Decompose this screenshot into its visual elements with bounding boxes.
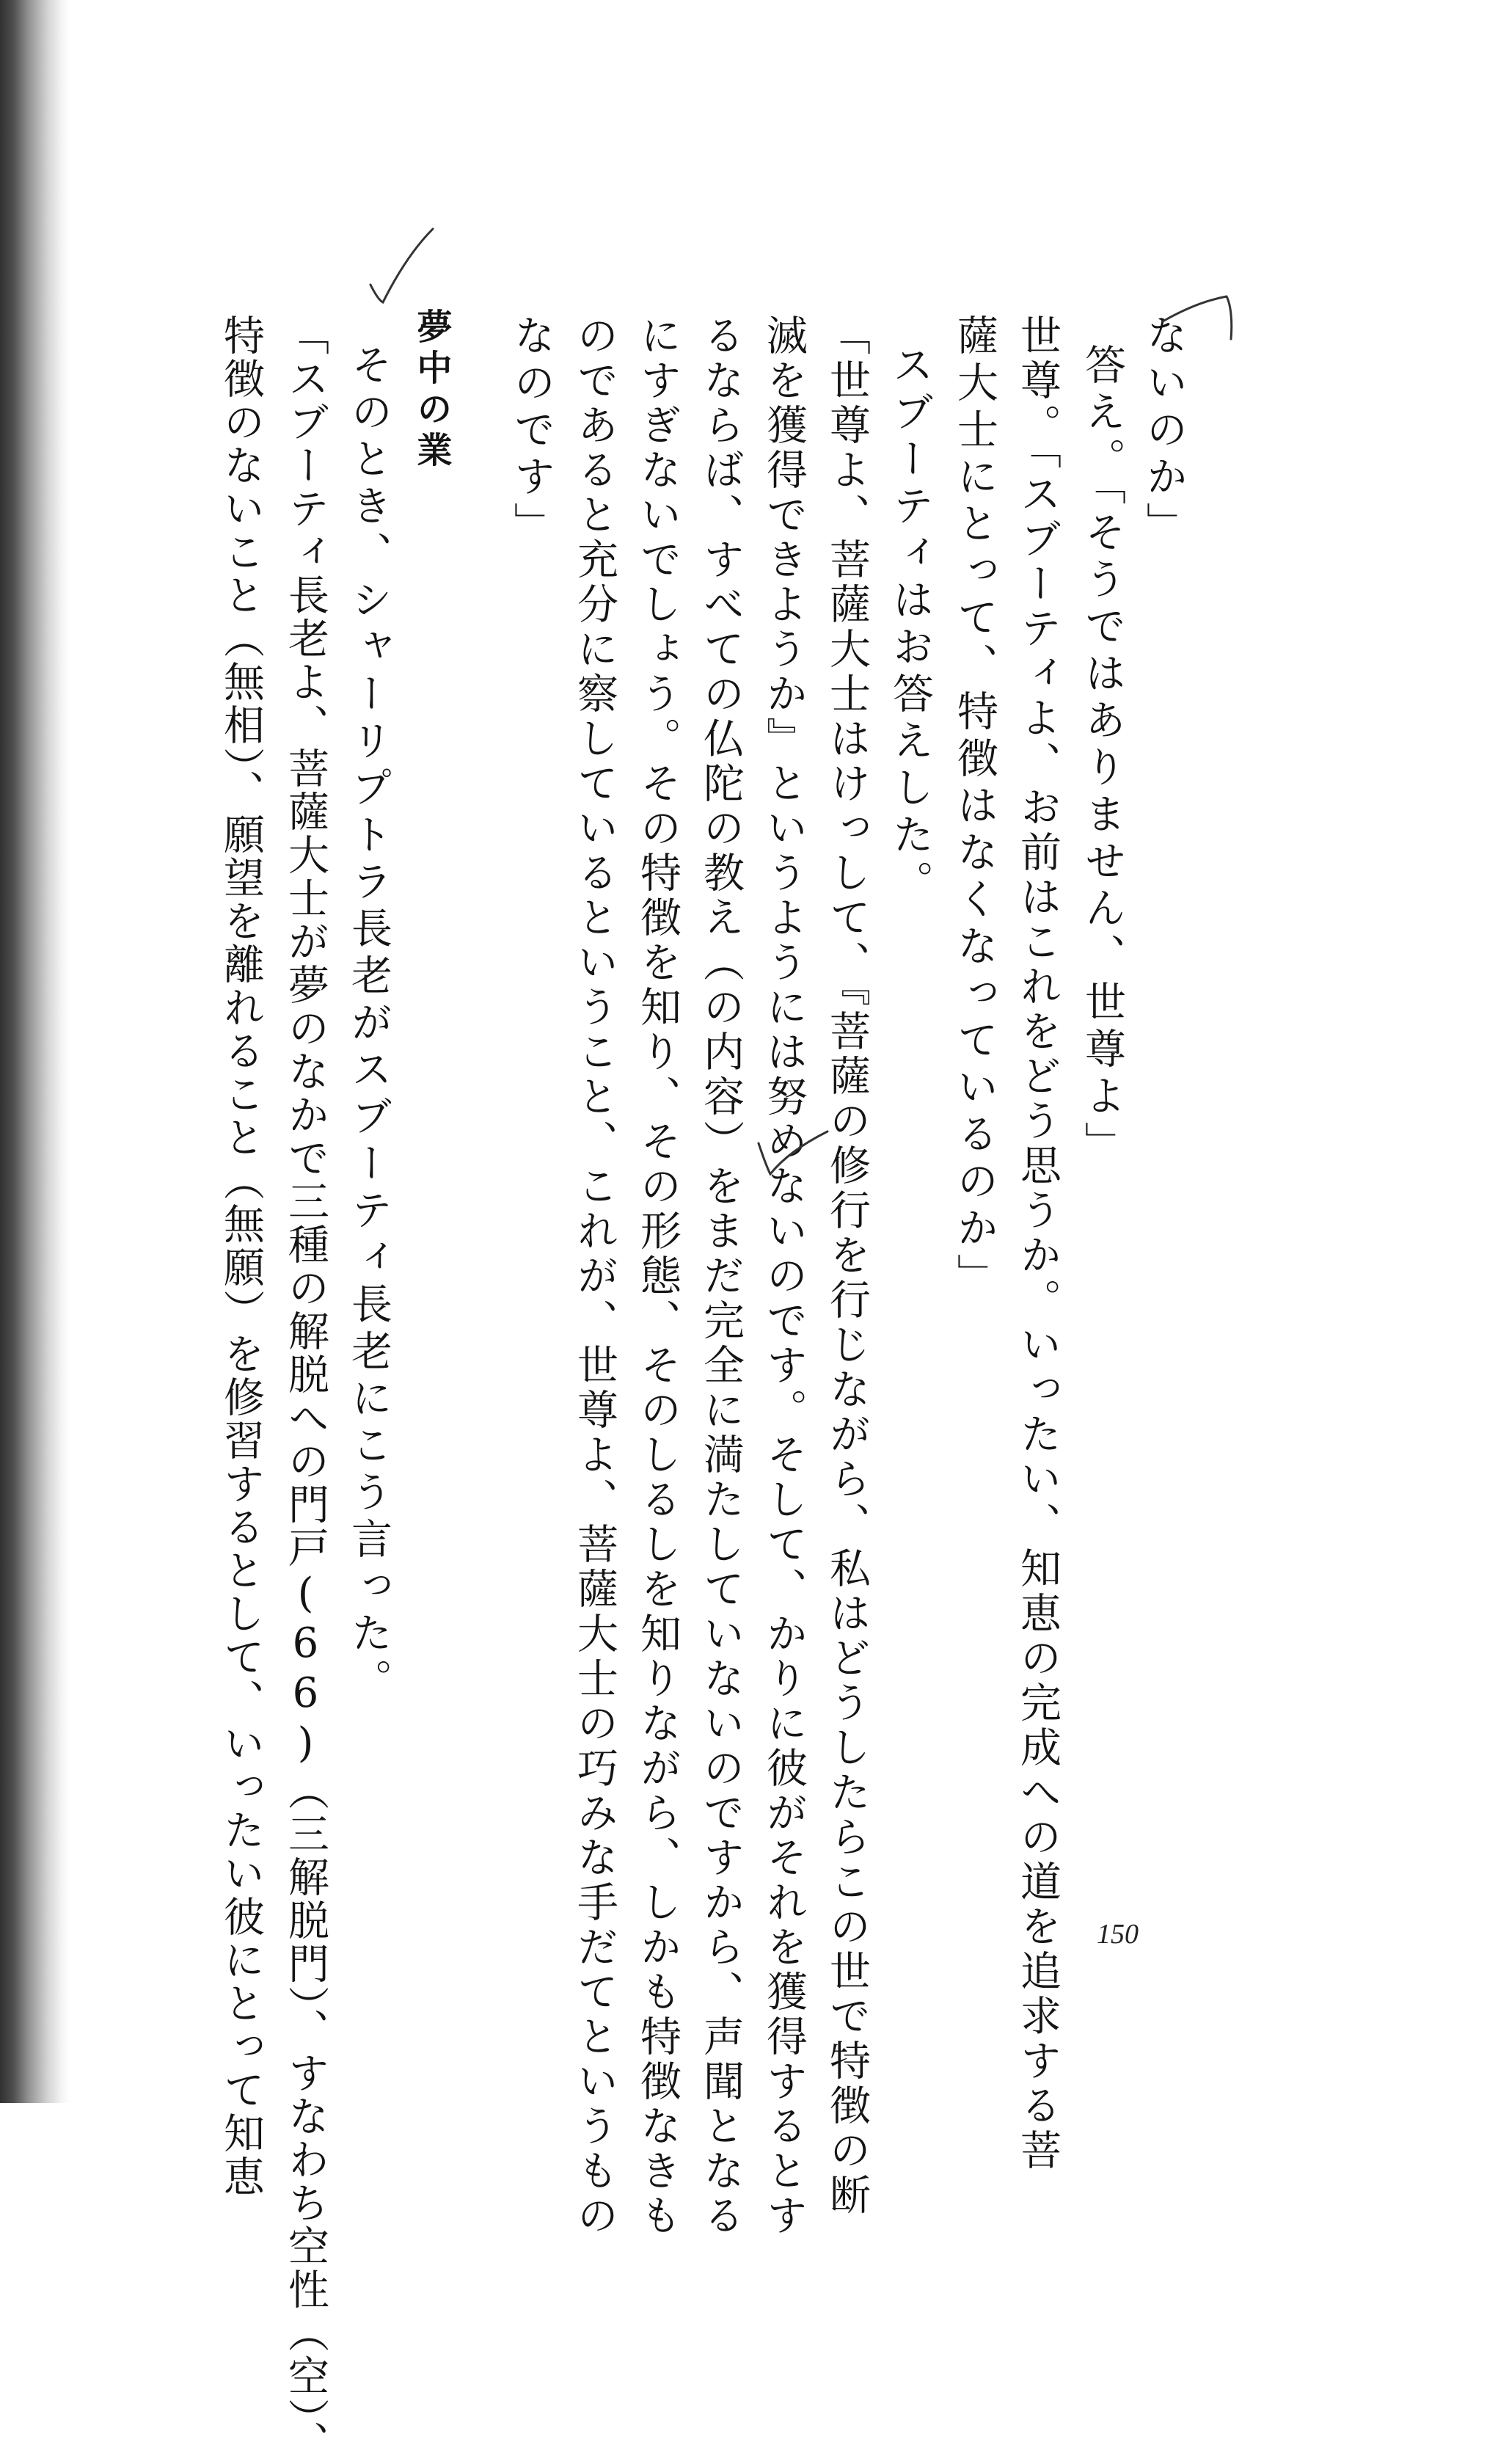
text-column-5: スブーティはお答えした。 bbox=[886, 343, 934, 907]
text-column-3: 世尊。「スブーティよ、お前はこれをどう思うか。いったい、知恵の完成への道を追求する菩 bbox=[1014, 314, 1062, 2173]
text-column-6: 「世尊よ、菩薩大士はけっして、『菩薩の修行を行じながら、私はどうしたらこの世で特徴の断 bbox=[823, 314, 871, 2218]
scan-gutter-shadow bbox=[0, 0, 70, 2103]
text-column-7: 滅を獲得できようか』というようには努めないのです。そして、かりに彼がそれを獲得するとす bbox=[760, 314, 808, 2239]
text-column-9: にすぎないでしょう。その特徴を知り、その形態、そのしるしを知りながら、しかも特徴なきも bbox=[634, 314, 682, 2239]
page-number: 150 bbox=[1097, 1919, 1139, 1950]
text-column-4: 薩大士にとって、特徴はなくなっているのか」 bbox=[951, 314, 998, 1300]
text-column-13: 「スブーティ長老よ、菩薩大士が夢のなかで三種の解脱への門戸(66)（三解脱門）、すなわち空性（空）、 bbox=[282, 314, 329, 2464]
text-column-11: なのです」 bbox=[508, 314, 555, 549]
section-heading: 夢中の業 bbox=[411, 308, 452, 473]
text-column-8: るならば、すべての仏陀の教え（の内容）をまだ完全に満たしていないのですから、声聞となる bbox=[697, 314, 745, 2239]
text-column-2: 答え。「そうではありません、世尊よ」 bbox=[1078, 343, 1126, 1168]
check-mark-left bbox=[370, 229, 433, 302]
text-column-10: のであると充分に察しているということ、これが、世尊よ、菩薩大士の巧みな手だてというもの bbox=[571, 314, 618, 2239]
text-column-1: ないのか」 bbox=[1140, 314, 1188, 549]
text-column-14: 特徴のないこと（無相）、願望を離れること（無願）を修習するとして、いったい彼にとって知恵 bbox=[217, 314, 265, 2198]
text-column-12: そのとき、シャーリプトラ長老がスブーティ長老にこう言った。 bbox=[345, 343, 392, 1705]
